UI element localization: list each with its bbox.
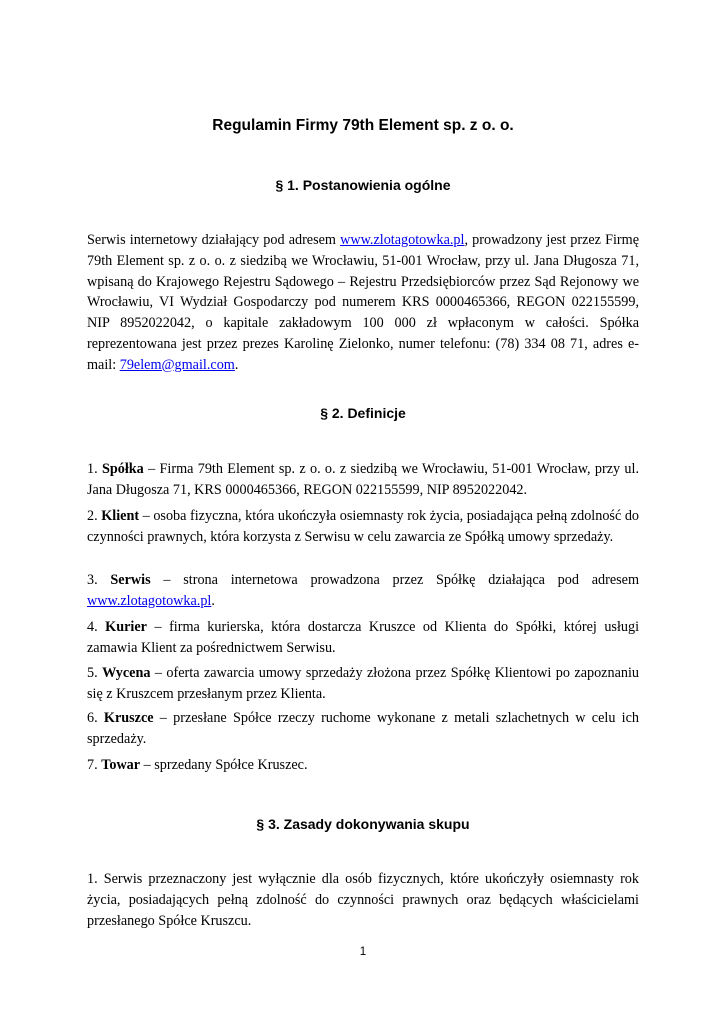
definition-number: 4. <box>87 619 106 635</box>
definition-term: Towar <box>101 757 141 773</box>
email-link[interactable]: 79elem@gmail.com <box>119 356 235 373</box>
definition-term: Kurier <box>105 619 147 635</box>
intro-text-2: , prowadzony jest przez Firmę 79th Element sp. z o. o. z siedzibą we Wrocławiu, 51-001 Wrocław, przy ul. Jana Długosza 71, wpisaną do Krajowego Rejestru Sądowego – Rejestru Przedsiębiorców przez Sąd Rejonowy we Wrocławiu, VI Wydział Gospodarczy pod numerem KRS 0000465366, REGON 022155599, NIP 8952022042, o kapitale zakładowym 100 000 zł wpłaconym w całości. Spółka reprezentowana jest przez prezes Karolinę Zielonko, numer telefonu: (78) 334 08 71, adres e-mail: <box>87 232 639 373</box>
definition-term: Klient <box>101 508 140 524</box>
definition-item <box>87 708 639 750</box>
definition-tail: . <box>211 592 215 609</box>
definition-text: – osoba fizyczna, która ukończyła osiemnasty rok życia, posiadająca pełną zdolność do czynności prawnych, która korzysta z Serwisu w celu zawarcia ze Spółką umowy sprzedaży. <box>87 508 640 545</box>
definition-text: – firma kurierska, która dostarcza Kruszce od Klienta do Spółki, której usługi zamawia Klient za pośrednictwem Serwisu. <box>87 619 640 656</box>
rule-paragraph: 1. Serwis przeznaczony jest wyłącznie dla osób fizycznych, które ukończyły osiemnasty rok życia, posiadających pełną zdolność do czynności prawnych oraz będących właścicielami przesłanego Spółce Kruszcu. <box>87 871 639 929</box>
definition-number: 3. <box>87 572 111 588</box>
definition-item <box>87 570 639 612</box>
definition-text: – sprzedany Spółce Kruszec. <box>140 757 308 773</box>
section-heading-2: § 2. Definicje <box>320 405 406 421</box>
definition-item <box>87 459 639 501</box>
section-heading-1: § 1. Postanowienia ogólne <box>275 177 451 193</box>
definition-item <box>87 663 639 705</box>
definition-term: Spółka <box>101 461 144 477</box>
definition-term: Serwis <box>110 572 151 588</box>
definition-item <box>87 506 639 548</box>
definition-term: Wycena <box>102 665 151 681</box>
definition-text: – oferta zawarcia umowy sprzedaży złożona przez Spółkę Klientowi po zapoznaniu się z Kruszcem przesłanym przez Klienta. <box>87 665 639 702</box>
section-heading-3: § 3. Zasady dokonywania skupu <box>256 816 470 832</box>
intro-text-1: Serwis internetowy działający pod adresem <box>87 232 341 248</box>
website-link[interactable]: www.zlotagotowka.pl <box>340 232 465 248</box>
definition-number: 5. <box>87 665 103 681</box>
definition-item <box>87 617 639 659</box>
intro-paragraph <box>87 230 639 376</box>
definition-number: 7. <box>87 757 102 773</box>
website-link[interactable]: www.zlotagotowka.pl <box>87 592 212 609</box>
definition-item <box>87 755 639 776</box>
definition-number: 1. <box>87 461 102 477</box>
definition-text: – Firma 79th Element sp. z o. o. z siedzibą we Wrocławiu, 51-001 Wrocław, przy ul. Jana Długosza 71, KRS 0000465366, REGON 022155599, NIP 8952022042. <box>87 461 639 498</box>
definition-term: Kruszce <box>103 710 154 726</box>
definition-number: 2. <box>87 508 102 524</box>
document-title: Regulamin Firmy 79th Element sp. z o. o. <box>212 117 514 134</box>
definition-text: – przesłane Spółce rzeczy ruchome wykonane z metali szlachetnych w celu ich sprzedaży. <box>87 710 640 747</box>
definition-text: – strona internetowa prowadzona przez Spółkę działająca pod adresem <box>150 572 640 588</box>
definition-number: 6. <box>87 710 104 726</box>
page-number: 1 <box>359 946 367 958</box>
intro-text-3: . <box>234 356 239 373</box>
